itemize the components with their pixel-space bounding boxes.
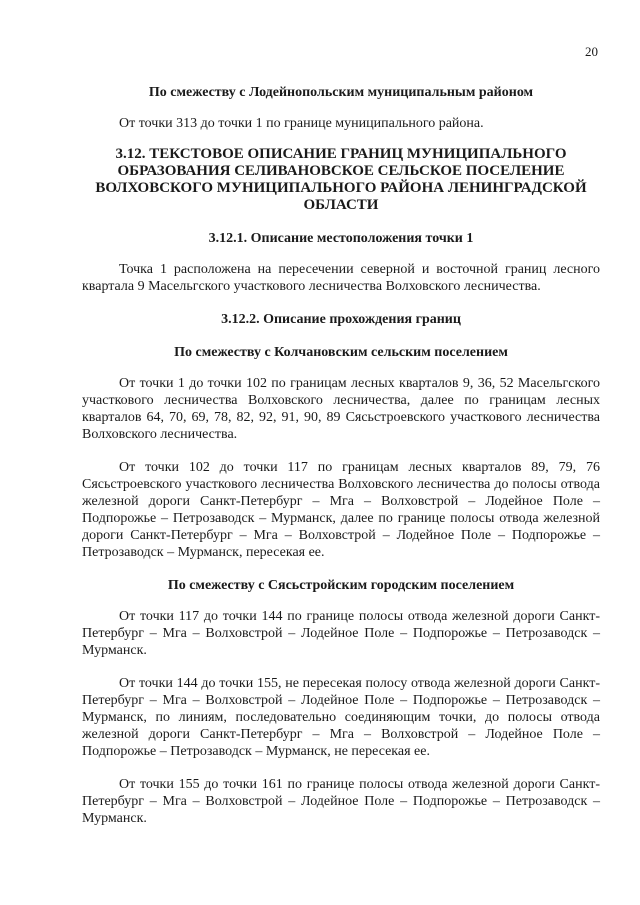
page-number: 20 <box>585 44 598 59</box>
document-body <box>82 84 600 827</box>
paragraph-boundary-155-161: От точки 155 до точки 161 по границе полосы отвода железной дороги Санкт-Петербург – Мга – Волховстрой – Лодейное Поле – Подпорожье – Петрозаводск – Мурманск. <box>82 777 600 826</box>
subheading-kolchanovsky: По смежеству с Колчановским сельским поселением <box>174 345 508 360</box>
paragraph-boundary-313-1: От точки 313 до точки 1 по границе муниципального района. <box>119 116 484 131</box>
paragraph-boundary-144-155: От точки 144 до точки 155, не пересекая полосу отвода железной дороги Санкт-Петербург – Мга – Волховстрой – Лодейное Поле – Подпорожье – Петрозаводск – Мурманск, по линиям, последовательно соединяющим точки, до полосы отвода железной дороги Санкт-Петербург – Мга – Волховстрой – Лодейное Поле – Подпорожье – Петрозаводск – Мурманск, не пересекая ее. <box>82 676 600 759</box>
subheading-lodeynopolsky: По смежеству с Лодейнопольским муниципальным районом <box>148 85 534 100</box>
section-title-3-12: 3.12. ТЕКСТОВОЕ ОПИСАНИЕ ГРАНИЦ МУНИЦИПАЛЬНОГО ОБРАЗОВАНИЯ СЕЛИВАНОВСКОЕ СЕЛЬСКОЕ ПОСЕЛЕНИЕ ВОЛХОВСКОГО МУНИЦИПАЛЬНОГО РАЙОНА ЛЕНИНГРАДСКОЙ ОБЛАСТИ <box>95 146 587 213</box>
paragraph-boundary-102-117: От точки 102 до точки 117 по границам лесных кварталов 89, 79, 76 Сясьстроевского участкового лесничества Волховского лесничества до полосы отвода железной дороги Санкт-Петербург – Мга – Волховстрой – Лодейное Поле – Подпорожье – Петрозаводск – Мурманск, далее по границе полосы отвода железной дороги Санкт-Петербург – Мга – Волховстрой – Лодейное Поле – Подпорожье – Петрозаводск – Мурманск, пересекая ее. <box>82 460 600 560</box>
paragraph-boundary-1-102: От точки 1 до точки 102 по границам лесных кварталов 9, 36, 52 Масельгского участкового лесничества Волховского лесничества, далее по границам лесных кварталов 64, 70, 69, 78, 82, 92, 91, 90, 89 Сясьстроевского участкового лесничества Волховского лесничества. <box>82 376 600 442</box>
heading-3-12-1: 3.12.1. Описание местоположения точки 1 <box>208 231 474 246</box>
heading-3-12-2: 3.12.2. Описание прохождения границ <box>221 312 461 327</box>
paragraph-boundary-117-144: От точки 117 до точки 144 по границе полосы отвода железной дороги Санкт-Петербург – Мга – Волховстрой – Лодейное Поле – Подпорожье – Петрозаводск – Мурманск. <box>82 609 600 658</box>
paragraph-point-1-location: Точка 1 расположена на пересечении северной и восточной границ лесного квартала 9 Масельгского участкового лесничества Волховского лесничества. <box>82 262 600 294</box>
subheading-syasstroysky: По смежеству с Сясьстройским городским поселением <box>167 578 515 593</box>
